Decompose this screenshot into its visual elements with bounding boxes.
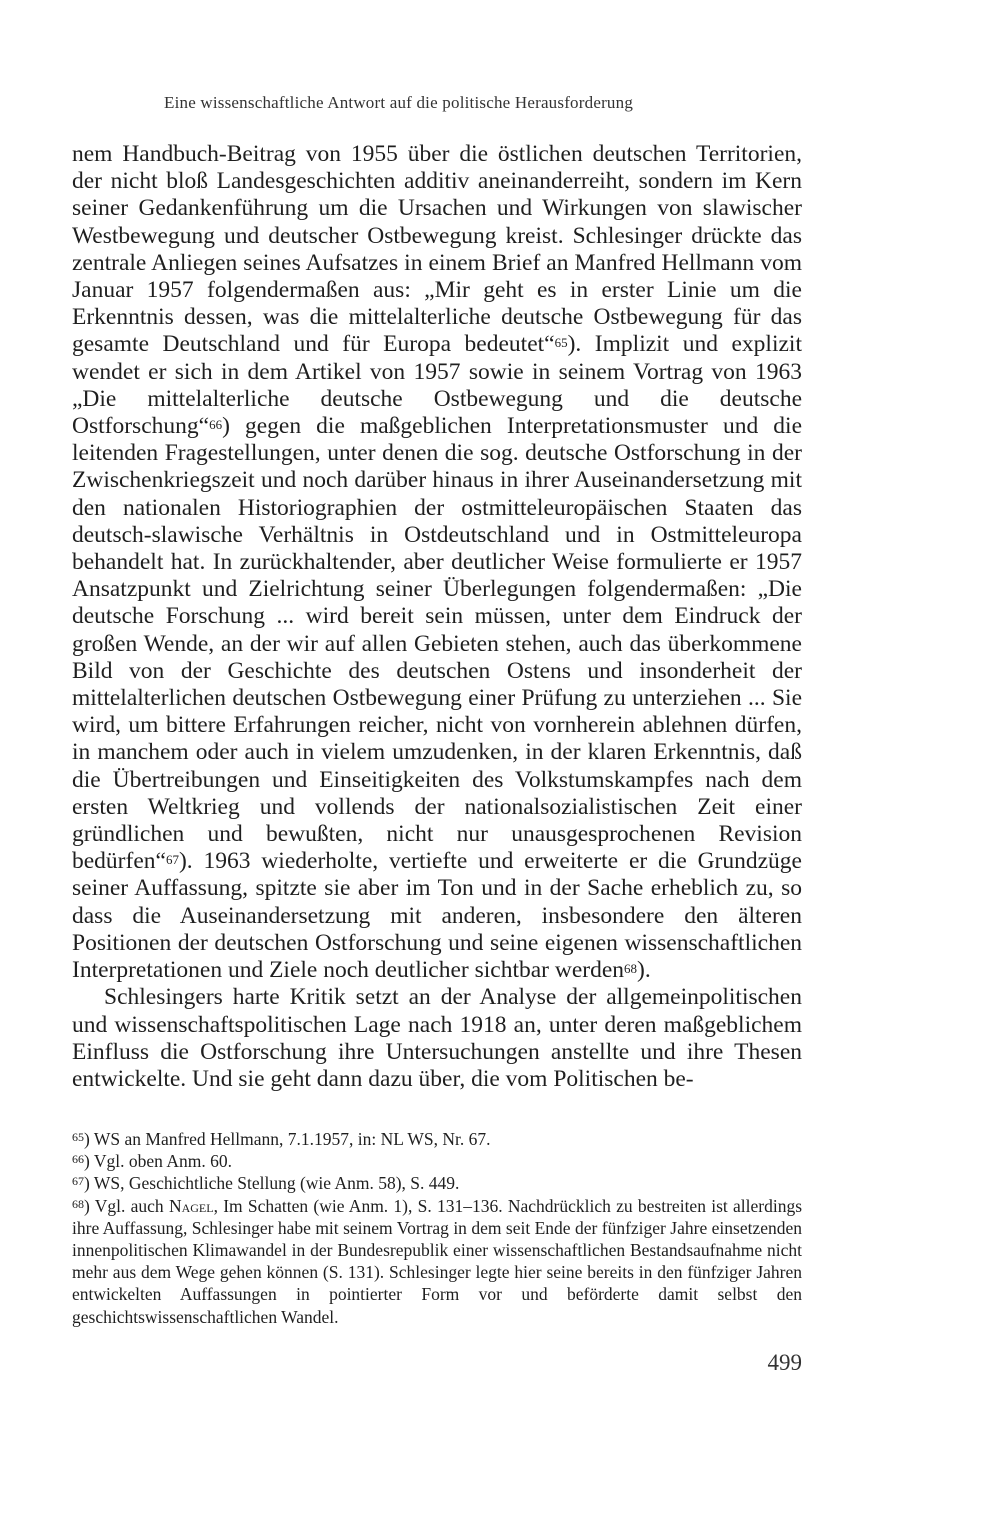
footnote-mark: 66 — [72, 1152, 84, 1167]
footnote-mark: 65 — [72, 1130, 84, 1144]
running-head: Eine wissenschaftliche Antwort auf die politische Herausforderung — [164, 93, 634, 112]
paragraph-2: Schlesingers harte Kritik setzt an der Analyse der allgemeinpolitischen und wissenschaftspolitischen Lage nach 1918 an, unter deren maßgeblichem Einfluss die Ostforschung ihre Untersuchungen anstellte und ihre Thesen entwickelte. Und sie geht dann dazu über, die vom Politischen be- — [72, 984, 802, 1092]
footnote-68 — [72, 1195, 802, 1328]
footnote-text: ) WS an Manfred Hellmann, 7.1.1957, in: NL WS, Nr. 67. — [84, 1129, 491, 1149]
footnote-67 — [72, 1172, 802, 1194]
footnote-reference[interactable]: 66 — [209, 417, 223, 433]
text-segment: ) gegen die maßgeblichen Interpretationsmuster und die leitenden Fragestellungen, unter denen die sog. deutsche Ostforschung in der Zwischenkriegszeit und noch darüber hinaus in ihrer Auseinandersetzung mit den nationalen Historiographien der ostmitteleuropäischen Staaten das deutsch-slawische Verhältnis in Ostdeutschland und in Ostmitteleuropa behandelt hat. In zurückhaltender, aber deutlicher Weise formulierte er 1957 Ansatzpunkt und Zielrichtung seiner Überlegungen folgendermaßen: „Die deutsche Forschung ... wird bereit sein müssen, unter dem Eindruck der großen Wende, an der wir auf allen Gebieten stehen, auch das überkommene Bild von der Geschichte des deutschen Ostens und insonderheit der mittelalterlichen deutschen Ostbewegung einer Prüfung zu unterziehen ... Sie wird, um bittere Erfahrungen reicher, nicht von vornherein ablehnen dürfen, in manchem oder auch in vielem umzudenken, in der klaren Erkenntnis, daß die Übertreibungen und Einseitigkeiten des Volkstumskampfes nach dem ersten Weltkrieg und vollends der nationalsozialistischen Zeit einer gründlichen und bewußten, nicht nur unausgesprochenen Revision bedürfen“ — [72, 413, 802, 875]
footnote-reference[interactable]: 65 — [554, 335, 568, 351]
footnote-text: , Im Schatten (wie Anm. 1), S. 131–136. Nachdrücklich zu bestreiten ist allerdings ihre Auffassung, Schlesinger habe mit seinem Vortrag in dem seit Ende der fünfziger Jahre einsetzenden innenpolitischen Klimawandel in der Bundesrepublik einer wissenschaftlichen Bestandsaufnahme nicht mehr aus dem Wege gehen können (S. 131). Schlesinger legte hier seine bereits in den fünfziger Jahren entwickelten Auffassungen in pointierter Form vor und beförderte damit selbst den geschichtswissenschaftlichen Wandel. — [72, 1195, 802, 1327]
book-page — [72, 0, 802, 1522]
text-segment: ). — [637, 957, 651, 984]
paragraph-1 — [72, 141, 802, 984]
footnote-mark: 67 — [72, 1174, 84, 1189]
footnote-reference[interactable]: 68 — [624, 961, 638, 977]
footnote-reference[interactable]: 67 — [165, 852, 179, 868]
footnote-text: ) Vgl. oben Anm. 60. — [84, 1151, 232, 1172]
text-segment: nem Handbuch-Beitrag von 1955 über die östlichen deutschen Territorien, der nicht bloß Landesgeschichten additiv aneinanderreiht, sondern im Kern seiner Gedankenführung um die Ursachen und Wirkungen von slawischer Westbewegung und deutscher Ostbewegung kreist. Schlesinger drückte das zentrale Anliegen seines Aufsatzes in einem Brief an Manfred Hellmann vom Januar 1957 folgendermaßen aus: „Mir geht es in erster Linie um die Erkenntnis dessen, was die mittelalterliche deutsche Ostbewegung für das gesamte Deutschland und für Europa bedeutet“ — [72, 141, 802, 358]
text-segment: ). 1963 wiederholte, vertiefte und erweiterte er die Grundzüge seiner Auffassung, spitzte sie aber im Ton und in der Sache erheblich zu, so dass die Auseinandersetzung mit anderen, insbesondere den älteren Positionen der deutschen Ostforschung und seine eigenen wissenschaftlichen Interpretationen und Ziele noch deutlicher sichtbar werden — [72, 848, 802, 984]
text-segment: ). Implizit und explizit wendet er sich in dem Artikel von 1957 sowie in seinem Vortrag von 1963 „Die mittelalterliche deutsche Ostbewegung und die deutsche Ostforschung“ — [72, 331, 802, 440]
footnote-text: ) WS, Geschichtliche Stellung (wie Anm. 58), S. 449. — [84, 1173, 460, 1194]
footnotes — [72, 1128, 802, 1328]
footnote-mark: 68 — [72, 1196, 84, 1211]
author-name: Nagel — [168, 1195, 214, 1216]
footnote-66 — [72, 1150, 802, 1172]
main-text — [72, 141, 802, 1093]
page-number: 499 — [767, 1350, 802, 1375]
footnote-65 — [72, 1128, 802, 1150]
footnote-text: ) Vgl. auch — [84, 1195, 169, 1216]
